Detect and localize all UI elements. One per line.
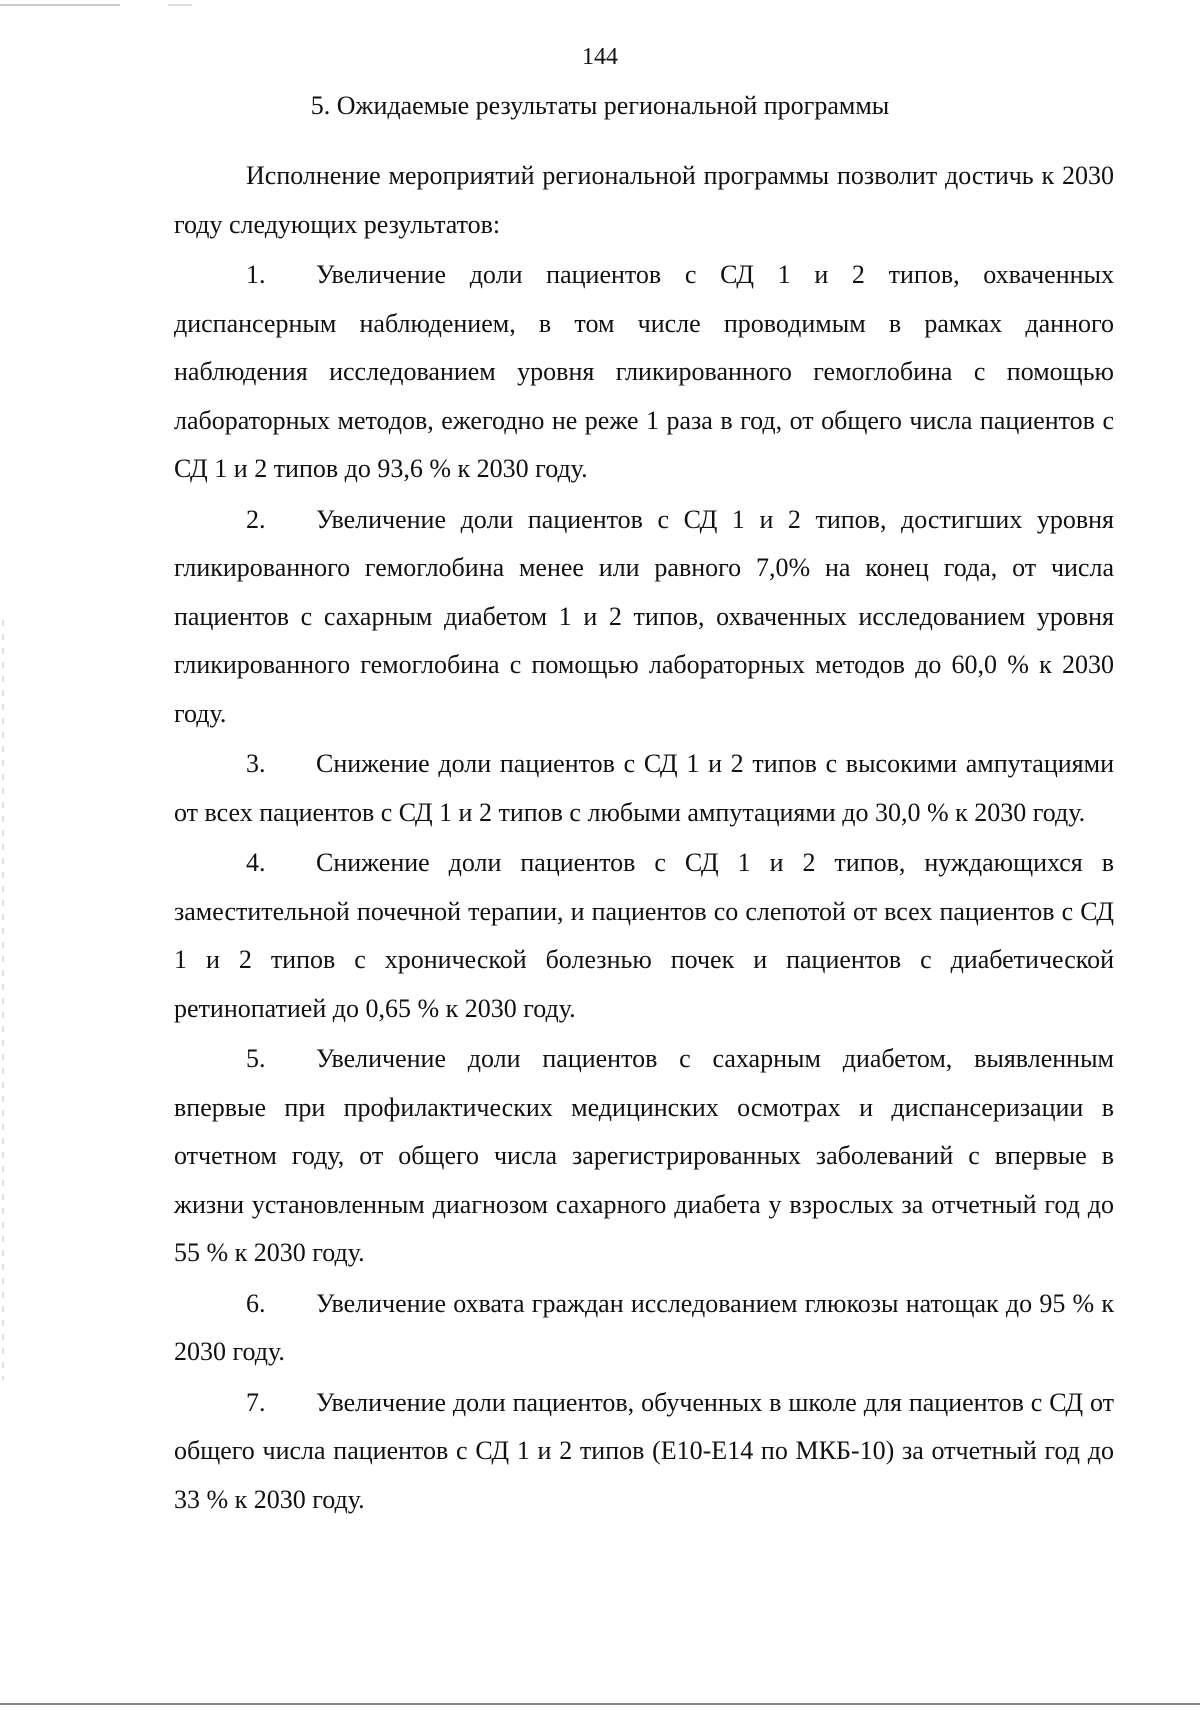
item-text: Увеличение доли пациентов с сахарным диабетом, выявленным впервые при профилактических медицинских осмотрах и диспансеризации в отчетном году, от общего числа зарегистрированных заболеваний с впервые в жизни установленным диагнозом сахарного диабета у взрослых за отчетный год до 55 % к 2030 году. bbox=[174, 1044, 1114, 1267]
item-text: Увеличение охвата граждан исследованием глюкозы натощак до 95 % к 2030 году. bbox=[174, 1288, 1114, 1366]
item-text: Увеличение доли пациентов, обученных в школе для пациентов с СД от общего числа пациентов с СД 1 и 2 типов (Е10-Е14 по МКБ-10) за отчетный год до 33 % к 2030 году. bbox=[174, 1387, 1114, 1514]
intro-paragraph: Исполнение мероприятий региональной программы позволит достичь к 2030 году следующих результатов: bbox=[174, 161, 1114, 239]
result-item-7 bbox=[174, 1379, 1114, 1525]
result-item-6 bbox=[174, 1280, 1114, 1377]
scan-edge-left bbox=[2, 620, 4, 1380]
page-number: 144 bbox=[582, 44, 618, 70]
result-item-4 bbox=[174, 839, 1114, 1033]
section-title: 5. Ожидаемые результаты региональной программы bbox=[310, 91, 890, 120]
result-item-3 bbox=[174, 740, 1114, 837]
item-number: 5. bbox=[246, 1044, 266, 1073]
item-text: Увеличение доли пациентов с СД 1 и 2 типов, достигших уровня гликированного гемоглобина менее или равного 7,0% на конец года, от числа пациентов с сахарным диабетом 1 и 2 типов, охваченных исследованием уровня гликированного гемоглобина с помощью лабораторных методов до 60,0 % к 2030 году. bbox=[174, 504, 1114, 728]
item-text: Увеличение доли пациентов с СД 1 и 2 типов, охваченных диспансерным наблюдением, в том числе проводимым в рамках данного наблюдения исследованием уровня гликированного гемоглобина с помощью лабораторных методов, ежегодно не реже 1 раза в год, от общего числа пациентов с СД 1 и 2 типов до 93,6 % к 2030 году. bbox=[174, 260, 1114, 483]
result-item-5 bbox=[174, 1035, 1114, 1278]
document-body bbox=[174, 152, 1114, 1524]
item-number: 3. bbox=[246, 749, 266, 778]
item-number: 2. bbox=[246, 504, 266, 534]
result-item-1 bbox=[174, 251, 1114, 494]
item-text: Снижение доли пациентов с СД 1 и 2 типов, нуждающихся в заместительной почечной терапии, и пациентов со слепотой от всех пациентов с СД 1 и 2 типов с хронической болезнью почек и пациентов с диабетической ретинопатией до 0,65 % к 2030 году. bbox=[174, 848, 1114, 1023]
item-number: 6. bbox=[246, 1288, 266, 1318]
result-item-2 bbox=[174, 496, 1114, 739]
item-number: 4. bbox=[246, 848, 266, 877]
item-number: 7. bbox=[246, 1387, 266, 1417]
item-number: 1. bbox=[246, 260, 266, 289]
scan-edge-bottom bbox=[0, 1703, 1200, 1705]
item-text: Снижение доли пациентов с СД 1 и 2 типов с высокими ампутациями от всех пациентов с СД 1 и 2 типов с любыми ампутациями до 30,0 % к 2030 году. bbox=[174, 749, 1114, 827]
scan-edge-top bbox=[0, 4, 1200, 6]
